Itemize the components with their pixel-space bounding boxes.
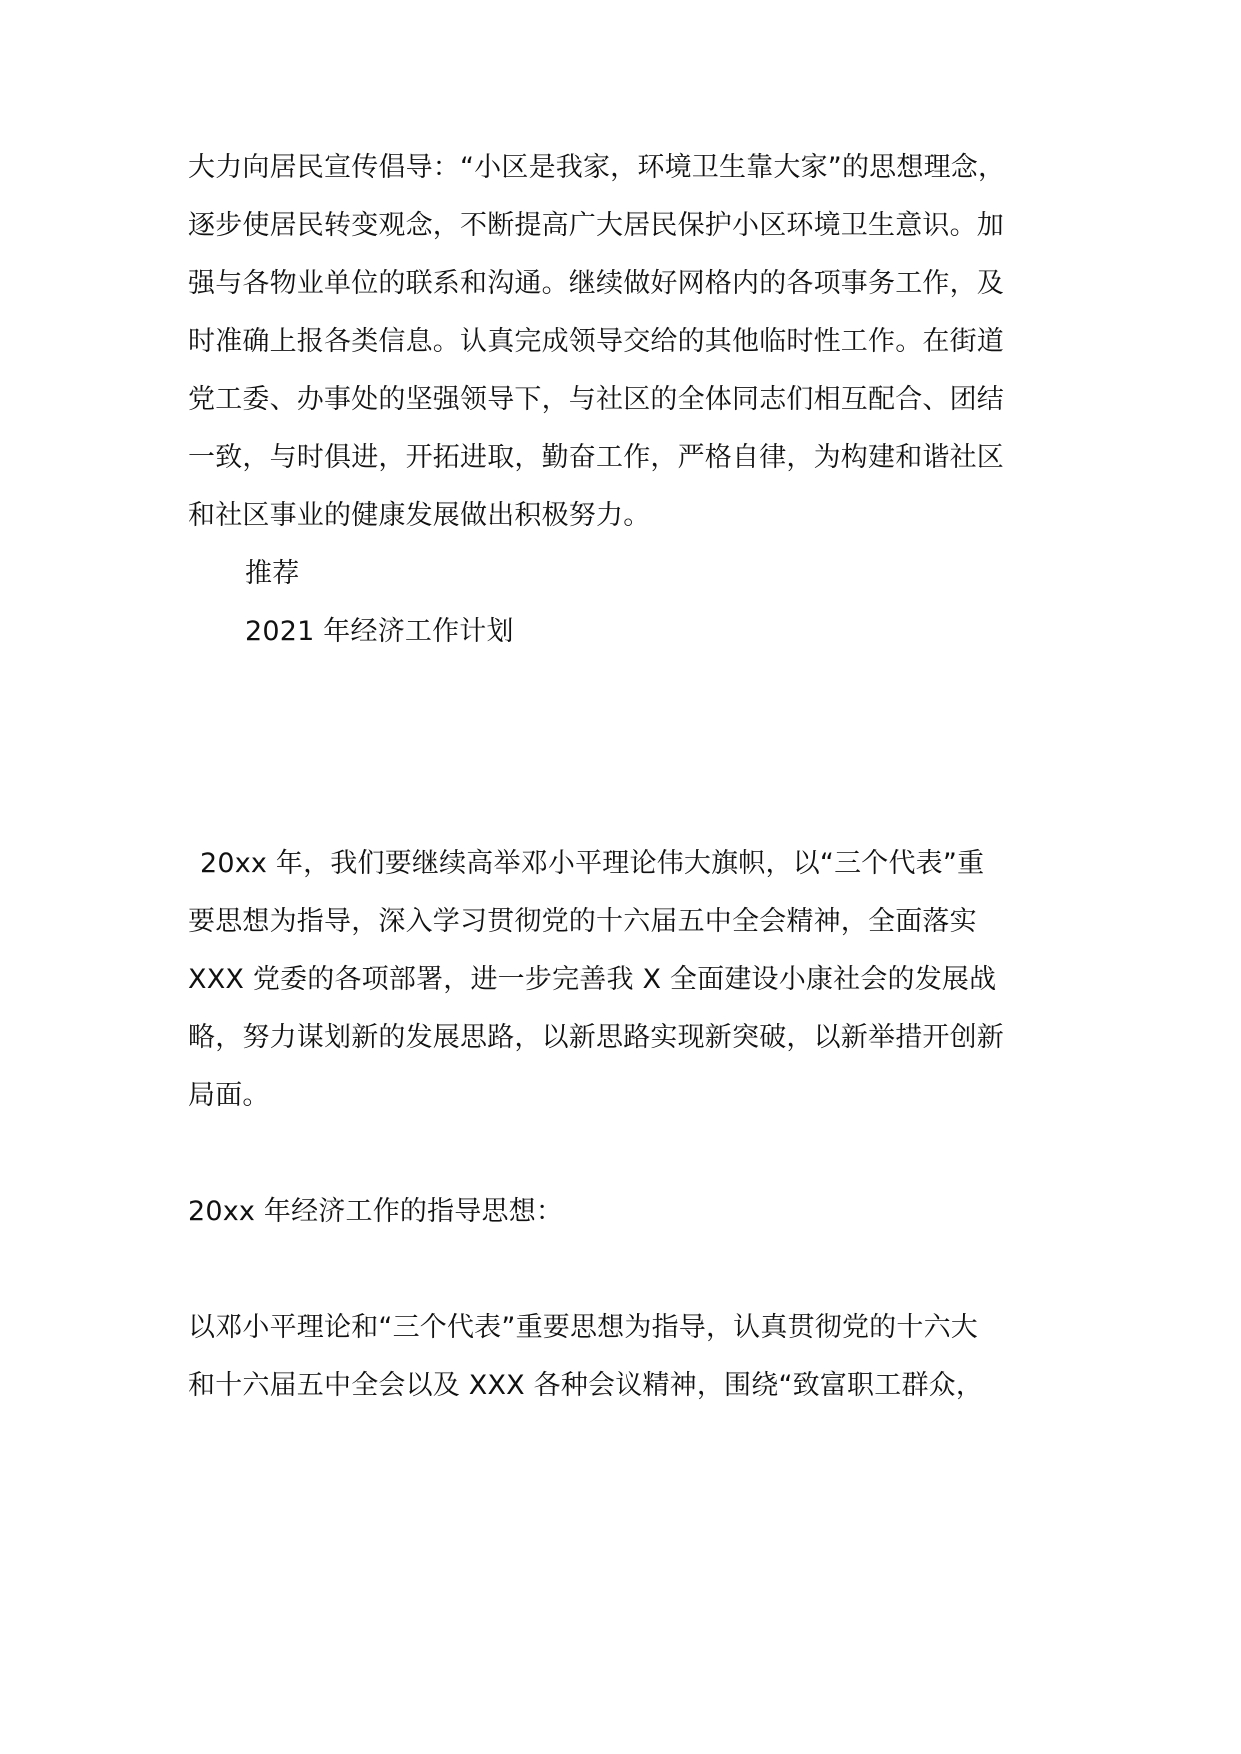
paragraph-1-line-3: 强与各物业单位的联系和沟通。继续做好网格内的各项事务工作，及 (188, 268, 1004, 299)
paragraph-1-line-2: 逐步使居民转变观念，不断提高广大居民保护小区环境卫生意识。加 (188, 210, 1004, 241)
paragraph-2-line-3: XXX 党委的各项部署，进一步完善我 X 全面建设小康社会的发展战 (188, 964, 997, 995)
paragraph-2-line-2: 要思想为指导，深入学习贯彻党的十六届五中全会精神，全面落实 (188, 906, 977, 937)
recommend-title: 2021 年经济工作计划 (245, 616, 514, 647)
paragraph-1-line-5: 党工委、办事处的坚强领导下，与社区的全体同志们相互配合、团结 (188, 384, 1004, 415)
paragraph-1-line-4: 时准确上报各类信息。认真完成领导交给的其他临时性工作。在街道 (188, 326, 1004, 357)
paragraph-2-line-1: 20xx 年，我们要继续高举邓小平理论伟大旗帜，以“三个代表”重 (200, 848, 985, 879)
section-heading: 20xx 年经济工作的指导思想： (188, 1196, 564, 1227)
paragraph-2-line-5: 局面。 (188, 1080, 270, 1111)
paragraph-3-line-1: 以邓小平理论和“三个代表”重要思想为指导，认真贯彻党的十六大 (188, 1312, 978, 1343)
paragraph-1-line-6: 一致，与时俱进，开拓进取，勤奋工作，严格自律，为构建和谐社区 (188, 442, 1004, 473)
paragraph-1-line-7: 和社区事业的健康发展做出积极努力。 (188, 500, 651, 531)
paragraph-2-line-4: 略，努力谋划新的发展思路，以新思路实现新突破，以新举措开创新 (188, 1022, 1004, 1053)
recommend-label: 推荐 (245, 558, 300, 589)
paragraph-1-line-1: 大力向居民宣传倡导：“小区是我家，环境卫生靠大家”的思想理念， (188, 152, 1006, 183)
paragraph-3-line-2: 和十六届五中全会以及 XXX 各种会议精神，围绕“致富职工群众， (188, 1370, 984, 1401)
